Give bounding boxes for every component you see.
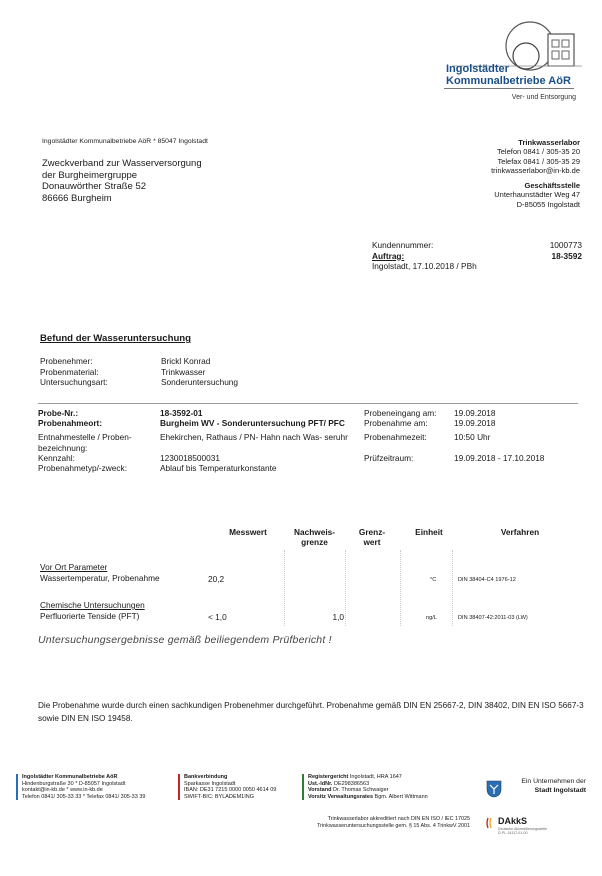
- kennzahl-value: 1230018500031: [160, 452, 220, 463]
- pruef-value: 19.09.2018 - 17.10.2018: [454, 452, 545, 463]
- customer-label: Kundennummer:: [372, 240, 434, 250]
- footer-company-web: kontakt@in-kb.de * www.in-kb.de: [22, 787, 103, 794]
- header-einheit: Einheit: [415, 527, 443, 537]
- typ-label: Probenahmetyp/-zweck:: [38, 463, 128, 474]
- lab-email: trinkwasserlabor@in-kb.de: [491, 165, 580, 175]
- recipient-address: [42, 158, 202, 204]
- footer-register-label: Registergericht: [308, 774, 349, 780]
- footer-vorstand-label: Vorstand: [308, 787, 332, 794]
- customer-value: 1000773: [549, 240, 582, 250]
- group-title-vor-ort: Vor Ort Parameter: [40, 562, 108, 572]
- sampling-value: Brickl Konrad: [161, 356, 211, 366]
- param-name: Perfluorierte Tenside (PFT): [40, 611, 140, 621]
- header-verfahren: Verfahren: [500, 527, 540, 537]
- report-title: Befund der Wasseruntersuchung: [40, 333, 192, 344]
- pruef-label: Prüfzeitraum:: [364, 452, 414, 463]
- recipient-line-4: 86666 Burgheim: [42, 192, 112, 204]
- sampling-label: Probenmaterial:: [40, 366, 99, 377]
- lab-contact: [380, 138, 580, 209]
- sampling-row: [40, 356, 340, 367]
- recipient-line-3: Donauwörther Straße 52: [42, 181, 147, 192]
- sampling-statement: Die Probenahme wurde durch einen sachkundigen Probenehmer durchgeführt. Probenahme gemäß DIN EN 25667-2, DIN 38402, DIN EN ISO 5667-3 sowie DIN EN ISO 19458.: [38, 701, 584, 723]
- dakks-mark-icon: [486, 817, 496, 829]
- probe-nr-value: 18-3592-01: [160, 408, 203, 418]
- sampling-row: [40, 377, 340, 388]
- footer-vorsitz-label: Vorsitz Verwaltungsrates: [308, 793, 374, 800]
- accreditation-line1: Trinkwasserlabor akkreditiert nach DIN EN ISO / IEC 17025: [327, 816, 470, 822]
- city-line1: Ein Unternehmen der: [521, 778, 586, 785]
- param-messwert: 20,2: [208, 574, 225, 584]
- param-name: Wassertemperatur, Probenahme: [40, 573, 160, 583]
- dakks-sub: Deutsche Akkreditierungsstelle D-PL-14117-01-00: [498, 827, 548, 836]
- param-verfahren: DIN 38407-42:2011-03 (LW): [458, 615, 528, 621]
- logo-title-line1: Ingolstädter: [446, 63, 509, 75]
- typ-value: Ablauf bis Temperaturkonstante: [160, 463, 277, 474]
- sampling-label: Untersuchungsart:: [40, 377, 108, 388]
- footer-bank-name: Sparkasse Ingolstadt: [184, 780, 236, 787]
- zeit-label: Probenahmezeit:: [364, 432, 427, 443]
- city-crest-icon: [486, 780, 502, 803]
- place-date: Ingolstadt, 17.10.2018 / PBh: [372, 261, 477, 271]
- office-title: Geschäftsstelle: [524, 181, 580, 191]
- lab-phone: Telefon 0841 / 305-35 20: [497, 147, 580, 157]
- eingang-label: Probeneingang am:: [364, 408, 437, 418]
- recipient-line-2: der Burgheimergruppe: [42, 169, 138, 181]
- footer-bank-title: Bankverbindung: [184, 774, 228, 780]
- kennzahl-label: Kennzahl:: [38, 452, 75, 463]
- lab-title: Trinkwasserlabor: [518, 138, 580, 147]
- entnahme-label: Probenahme am:: [364, 418, 428, 429]
- sampling-value: Sonderuntersuchung: [161, 377, 239, 388]
- param-einheit: °C: [430, 577, 437, 583]
- footer-company: [16, 774, 180, 800]
- logo-subtitle: Ver- und Entsorgung: [511, 94, 576, 101]
- logo-title-line2: Kommunalbetriebe AöR: [446, 75, 571, 87]
- footer-register: [302, 774, 478, 800]
- stelle-label: Entnahmestelle / Proben- bezeichnung:: [38, 432, 132, 453]
- city-text: [508, 778, 586, 795]
- group-title-chemisch: Chemische Untersuchungen: [40, 600, 145, 610]
- footer-company-phone: Telefon 0841/ 305-33 33 * Telefax 0841/ 305-33 39: [22, 793, 146, 800]
- ort-value: Burgheim WV - Sonderuntersuchung PFT/ PFC: [160, 418, 345, 429]
- divider: [38, 403, 578, 404]
- header-grenz-line2: wert: [363, 537, 381, 547]
- header-grenzwert: [348, 527, 396, 547]
- header-messwert: Messwert: [229, 527, 267, 537]
- accreditation-text: [276, 816, 470, 830]
- ort-label: Probenahmeort:: [38, 418, 103, 429]
- sampling-info: [40, 356, 340, 388]
- param-einheit: ng/L: [426, 615, 437, 621]
- office-city: D-85055 Ingolstadt: [516, 199, 580, 209]
- sender-line: Ingolstädter Kommunalbetriebe AöR * 85047 Ingolstadt: [42, 138, 208, 145]
- accreditation-line2: Trinkwasseruntersuchungsstelle gem. § 15 Abs. 4 TrinkwV 2001: [317, 822, 470, 829]
- header-grenz-line1: Grenz-: [358, 527, 386, 537]
- header-nachweis-line2: grenze: [301, 537, 328, 547]
- footer-company-address: Hindenburgstraße 30 * D-85057 Ingolstadt: [22, 780, 126, 787]
- footer-ust-label: Ust.-IdNr.: [308, 780, 333, 787]
- param-messwert: < 1,0: [208, 612, 227, 622]
- order-label: Auftrag:: [372, 250, 405, 261]
- footer-company-title: Ingolstädter Kommunalbetriebe AöR: [22, 774, 118, 780]
- footer-vorsitz-value: Bgm. Albert Wittmann: [374, 793, 428, 800]
- office-street: Unterhaunstädter Weg 47: [494, 190, 580, 200]
- recipient-line-1: Zweckverband zur Wasserversorgung: [42, 158, 202, 169]
- lab-fax: Telefax 0841 / 305-35 29: [497, 156, 580, 166]
- order-value: 18-3592: [551, 250, 582, 261]
- city-line2: Stadt Ingolstadt: [534, 786, 586, 794]
- footer-ust-value: DE298386563: [333, 780, 370, 787]
- eingang-value: 19.09.2018: [454, 408, 496, 418]
- param-verfahren: DIN 38404-C4 1976-12: [458, 577, 516, 583]
- zeit-value: 10:50 Uhr: [454, 432, 491, 443]
- dakks-label: DAkkS: [498, 816, 528, 826]
- sampling-row: [40, 367, 340, 378]
- header-nachweisgrenze: [287, 527, 342, 547]
- sampling-value: Trinkwasser: [161, 366, 206, 377]
- footer-bank-iban: IBAN: DE31 7215 0000 0050 4614 09: [184, 787, 277, 794]
- result-note: Untersuchungsergebnisse gemäß beiliegendem Prüfbericht !: [38, 634, 332, 646]
- footer-bank: [178, 774, 302, 800]
- header-nachweis-line1: Nachweis-: [293, 527, 336, 537]
- dakks-logo: [486, 816, 556, 846]
- footer-register-value: Ingolstadt, HRA 1647: [349, 774, 402, 780]
- company-logo: [446, 18, 582, 104]
- param-nachweis: 1,0: [332, 612, 344, 622]
- footer-bank-bic: SWIFT-BIC: BYLADEM1ING: [184, 793, 254, 800]
- probe-nr-label: Probe-Nr.:: [38, 408, 79, 418]
- footer-vorstand-value: Dr. Thomas Schwaiger: [332, 787, 389, 794]
- entnahme-value: 19.09.2018: [454, 418, 496, 429]
- probe-table: [38, 408, 578, 473]
- sampling-label: Probenehmer:: [40, 356, 93, 366]
- stelle-value: Ehekirchen, Rathaus / PN- Hahn nach Was- seruhr: [160, 432, 348, 443]
- order-meta: [372, 240, 582, 272]
